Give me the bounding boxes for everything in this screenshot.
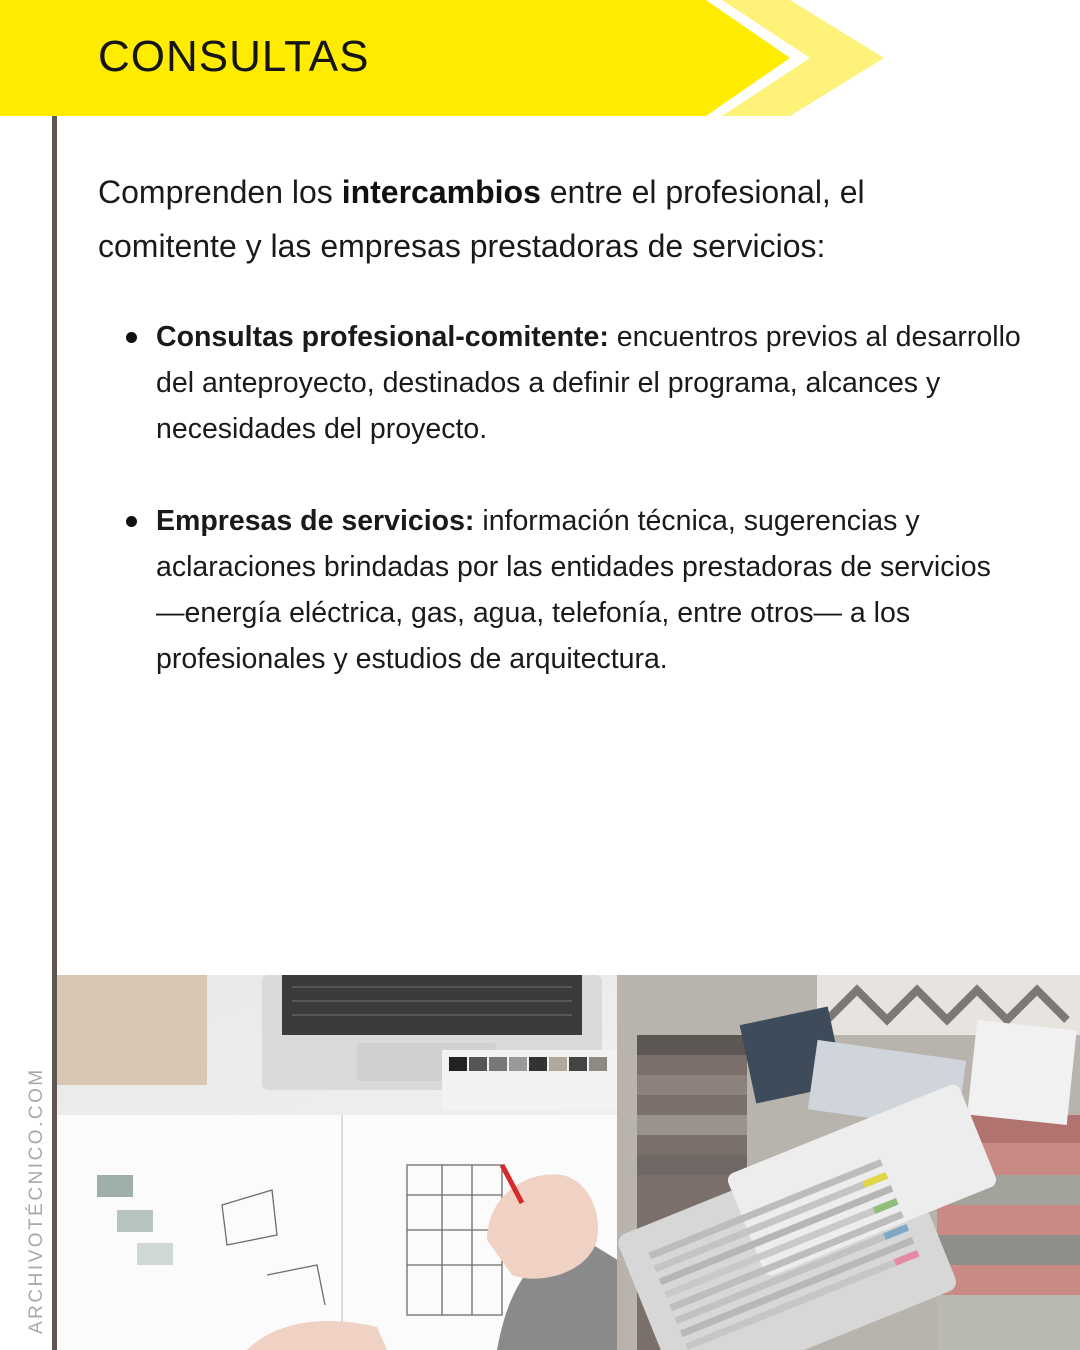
intro-paragraph [98,165,998,273]
page-title: CONSULTAS [98,32,370,81]
list-item [124,498,1024,682]
item-body: información técnica, sugerencias y aclaraciones brindadas por las entidades prestadoras de servicios —energía eléctrica, gas, agua, telefonía, entre otros— a los profesionales y estudios de arquitectura. [156,505,991,675]
header-banner [0,0,1080,116]
site-watermark: ARCHIVOTÉCNICO.COM [26,1067,47,1334]
intro-text-after: entre el profesional, el comitente y las empresas prestadoras de servicios: [98,174,865,264]
item-title: Consultas profesional-comitente: [156,321,609,353]
bullet-dot [126,332,137,343]
architect-desk-photo [57,975,1080,1350]
bullet-list [124,314,1024,682]
item-title: Empresas de servicios: [156,505,475,537]
desk-illustration [57,975,1080,1350]
bullet-dot [126,516,137,527]
intro-bold: intercambios [341,174,541,210]
list-item [124,314,1024,452]
item-body: encuentros previos al desarrollo del anteproyecto, destinados a definir el programa, alcances y necesidades del proyecto. [156,321,1021,445]
intro-text-before: Comprenden los [98,174,342,210]
